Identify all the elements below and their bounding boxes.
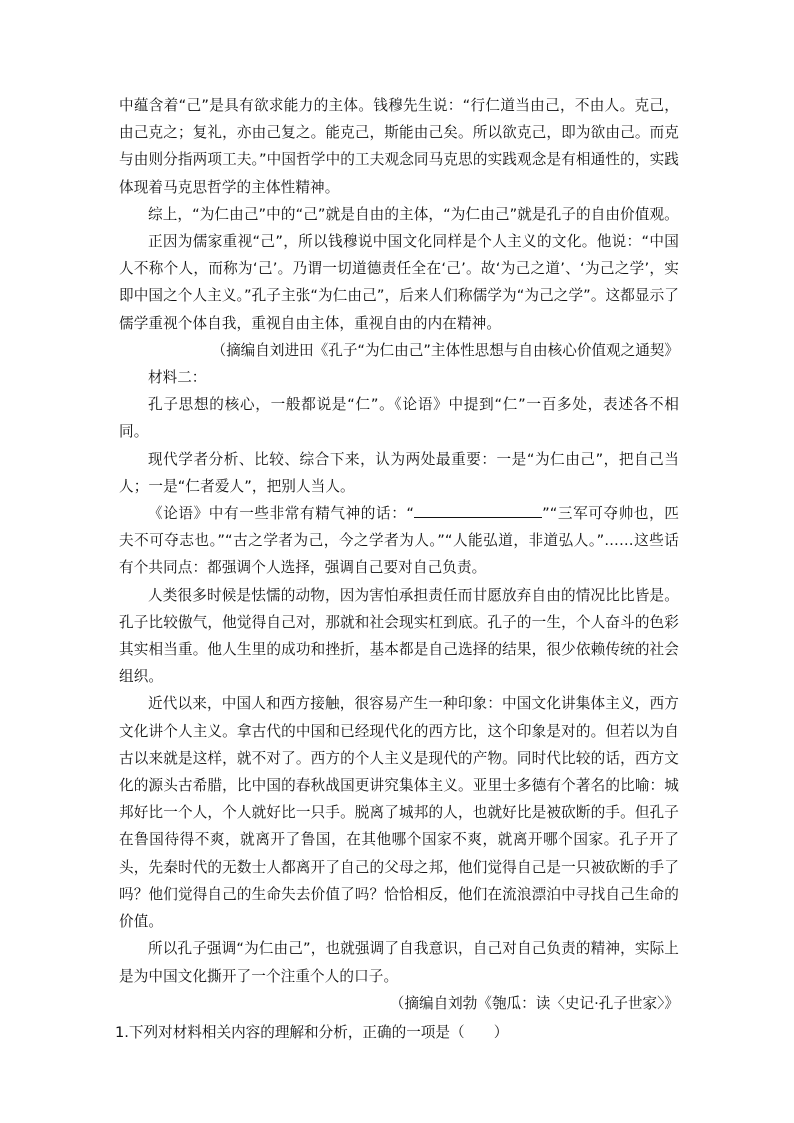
source-citation-2: （摘编自刘勃《匏瓜：读〈史记·孔子世家〉》 [389, 994, 679, 1012]
paragraph-4: 孔子思想的核心，一般都说是“仁”。《论语》中提到“仁”一百多处，表述各不相同。 [119, 396, 679, 441]
paragraph-fill-in-blank [119, 500, 679, 582]
paragraph-8: 所以孔子强调“为仁由己”，也就强调了自我意识，自己对自己负责的精神，实际上是为中国文化撕开了一个注重个人的口子。 [119, 940, 679, 985]
blank-text-before: 《论语》中有一些非常有精气神的话：“ [148, 505, 415, 523]
fill-in-blank-line[interactable] [414, 503, 542, 518]
source-citation-1: （摘编自刘进田《孔子“为仁由己”主体性思想与自由核心价值观之通契》 [211, 341, 679, 359]
paragraph-2: 综上，“为仁由己”中的“己”就是自由的主体，“为仁由己”就是孔子的自由价值观。 [148, 205, 679, 223]
question-1: 1.下列对材料相关内容的理解和分析，正确的一项是（ ） [115, 1024, 509, 1041]
paragraph-3: 正因为儒家重视“己”，所以钱穆说中国文化同样是个人主义的文化。他说：“中国人不称个人，而称为‘己’。乃谓一切道德责任全在‘己’。故‘为己之道’、‘为己之学’，实即中国之个人主义。”孔子主张“为仁由己”，后来人们称儒学为“为己之学”。这都显示了儒学重视个体自我，重视自由主体，重视自由的内在精神。 [119, 233, 679, 332]
section-label-material-2: 材料二： [148, 369, 207, 387]
paragraph-1: 中蕴含着“己”是具有欲求能力的主体。钱穆先生说：“行仁道当由己，不由人。克己，由己克之；复礼，亦由己复之。能克己，斯能由己矣。所以欲克己，即为欲由己。而克与由则分指两项工夫。”中国哲学中的工夫观念同马克思的实践观念是有相通性的，实践体现着马克思哲学的主体性精神。 [119, 97, 679, 196]
paragraph-6: 人类很多时候是怯懦的动物，因为害怕承担责任而甘愿放弃自由的情况比比皆是。孔子比较傲气，他觉得自己对，那就和社会现实杠到底。孔子的一生，个人奋斗的色彩其实相当重。他人生里的成功和挫折，基本都是自己选择的结果，很少依赖传统的社会组织。 [119, 586, 679, 686]
paragraph-5: 现代学者分析、比较、综合下来，认为两处最重要：一是“为仁由己”，把自己当人；一是“仁者爱人”，把别人当人。 [119, 450, 679, 495]
paragraph-7: 近代以来，中国人和西方接触，很容易产生一种印象：中国文化讲集体主义，西方文化讲个人主义。拿古代的中国和已经现代化的西方比，这个印象是对的。但若以为自古以来就是这样，就不对了。西方的个人主义是现代的产物。同时代比较的话，西方文化的源头古希腊，比中国的春秋战国更讲究集体主义。亚里士多德有个著名的比喻：城邦好比一个人，个人就好比一只手。脱离了城邦的人，也就好比是被砍断的手。但孔子在鲁国待得不爽，就离开了鲁国，在其他哪个国家不爽，就离开哪个国家。孔子开了头，先秦时代的无数士人都离开了自己的父母之邦，他们觉得自己是一只被砍断的手了吗？他们觉得自己的生命失去价值了吗？恰恰相反，他们在流浪漂泊中寻找自己生命的价值。 [119, 695, 679, 931]
blank-text-after: ”“三军可夺帅也，匹夫不可夺志也。”“古之学者为己，今之学者为人。”“人能弘道，非道弘人。”……这些话有个共同点：都强调个人选择，强调自己要对自己负责。 [119, 505, 679, 577]
article-body [119, 92, 679, 1017]
